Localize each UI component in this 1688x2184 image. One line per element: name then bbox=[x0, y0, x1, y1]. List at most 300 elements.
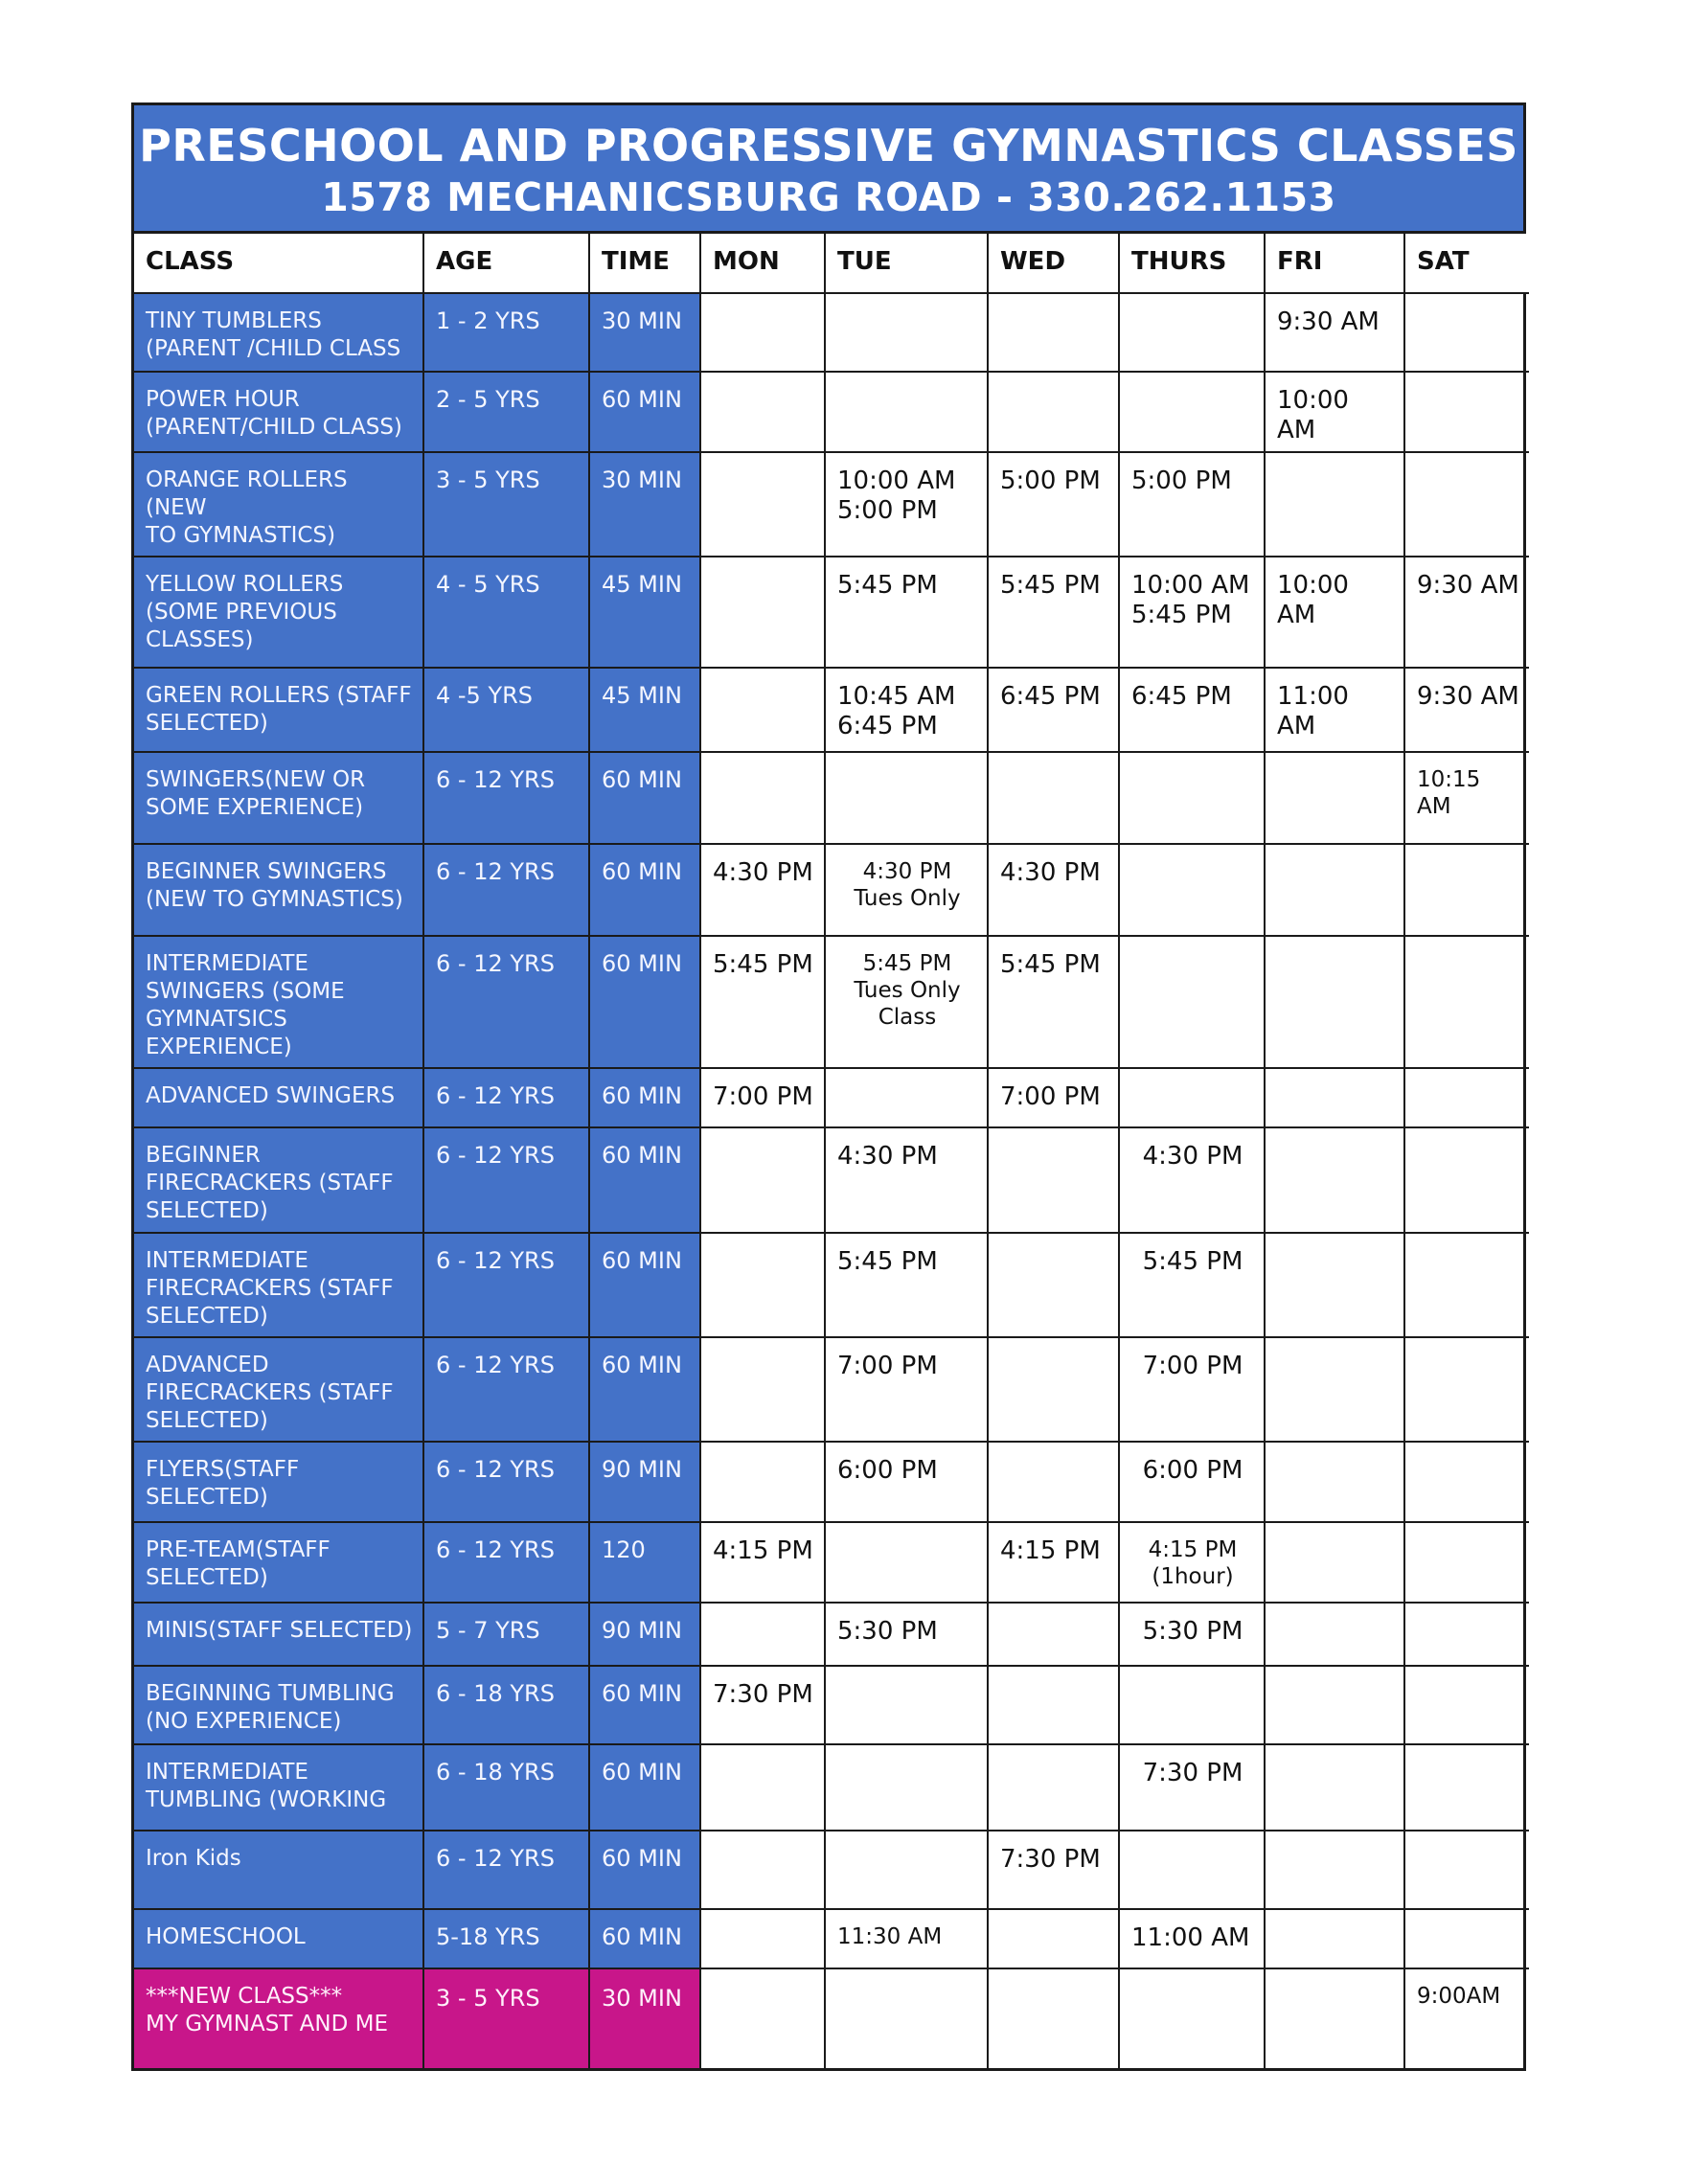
time-cell-wed bbox=[988, 1337, 1119, 1442]
time-cell-mon bbox=[700, 1968, 825, 2068]
duration-cell-text: 30 MIN bbox=[602, 307, 682, 334]
age-cell-text: 6 - 12 YRS bbox=[436, 1845, 555, 1872]
age-cell bbox=[423, 1233, 589, 1337]
class-name-cell bbox=[134, 668, 423, 752]
time-cell-fri bbox=[1265, 1068, 1404, 1127]
time-cell-fri bbox=[1265, 1603, 1404, 1666]
duration-cell bbox=[589, 1522, 700, 1603]
duration-cell bbox=[589, 1233, 700, 1337]
time-cell-tue bbox=[825, 1442, 988, 1522]
table-row bbox=[134, 1968, 1529, 2068]
time-cell-wed-text: 7:30 PM bbox=[1000, 1845, 1101, 1874]
time-cell-sat bbox=[1404, 1603, 1529, 1666]
time-cell-wed bbox=[988, 752, 1119, 844]
time-cell-wed bbox=[988, 1068, 1119, 1127]
time-cell-sat bbox=[1404, 452, 1529, 557]
duration-cell bbox=[589, 936, 700, 1068]
time-cell-mon bbox=[700, 1831, 825, 1909]
age-cell bbox=[423, 1909, 589, 1968]
time-cell-tue bbox=[825, 1968, 988, 2068]
age-cell bbox=[423, 1522, 589, 1603]
time-cell-tue bbox=[825, 844, 988, 936]
time-cell-fri bbox=[1265, 752, 1404, 844]
time-cell-thurs bbox=[1119, 452, 1265, 557]
time-cell-tue bbox=[825, 1127, 988, 1233]
time-cell-mon bbox=[700, 668, 825, 752]
class-name-cell-text: FLYERS(STAFF SELECTED) bbox=[146, 1457, 300, 1510]
time-cell-wed-text: 4:15 PM bbox=[1000, 1536, 1101, 1565]
column-header-fri: FRI bbox=[1265, 234, 1404, 293]
time-cell-thurs bbox=[1119, 293, 1265, 372]
time-cell-sat bbox=[1404, 1068, 1529, 1127]
duration-cell bbox=[589, 1831, 700, 1909]
time-cell-fri-text: 9:30 AM bbox=[1277, 307, 1380, 336]
time-cell-tue bbox=[825, 1522, 988, 1603]
age-cell bbox=[423, 1968, 589, 2068]
time-cell-wed bbox=[988, 1442, 1119, 1522]
class-name-cell bbox=[134, 372, 423, 452]
class-name-cell-text: ADVANCED SWINGERS bbox=[146, 1083, 396, 1108]
table-row bbox=[134, 1744, 1529, 1831]
time-cell-thurs bbox=[1119, 1666, 1265, 1744]
age-cell bbox=[423, 1744, 589, 1831]
table-row bbox=[134, 1127, 1529, 1233]
table-row bbox=[134, 1831, 1529, 1909]
time-cell-mon bbox=[700, 1068, 825, 1127]
time-cell-tue-text: 10:00 AM 5:00 PM bbox=[837, 466, 956, 525]
duration-cell-text: 60 MIN bbox=[602, 1142, 682, 1169]
age-cell-text: 3 - 5 YRS bbox=[436, 1985, 540, 2012]
duration-cell-text: 45 MIN bbox=[602, 571, 682, 598]
class-name-cell bbox=[134, 1831, 423, 1909]
class-name-cell-text: YELLOW ROLLERS (SOME PREVIOUS CLASSES) bbox=[146, 572, 344, 652]
time-cell-fri bbox=[1265, 668, 1404, 752]
time-cell-mon bbox=[700, 452, 825, 557]
time-cell-fri bbox=[1265, 372, 1404, 452]
table-row bbox=[134, 1337, 1529, 1442]
table-row bbox=[134, 1233, 1529, 1337]
class-name-cell bbox=[134, 1968, 423, 2068]
class-name-cell bbox=[134, 1522, 423, 1603]
class-name-cell bbox=[134, 844, 423, 936]
class-name-cell bbox=[134, 1666, 423, 1744]
time-cell-mon bbox=[700, 1337, 825, 1442]
time-cell-wed bbox=[988, 1233, 1119, 1337]
time-cell-tue bbox=[825, 557, 988, 668]
table-row bbox=[134, 1909, 1529, 1968]
time-cell-mon-text: 7:00 PM bbox=[713, 1082, 813, 1111]
age-cell-text: 6 - 12 YRS bbox=[436, 950, 555, 977]
time-cell-thurs-text: 4:15 PM (1hour) bbox=[1148, 1537, 1238, 1589]
duration-cell bbox=[589, 372, 700, 452]
time-cell-wed-text: 4:30 PM bbox=[1000, 858, 1101, 887]
age-cell bbox=[423, 1442, 589, 1522]
time-cell-thurs-text: 11:00 AM bbox=[1131, 1923, 1250, 1952]
duration-cell bbox=[589, 668, 700, 752]
time-cell-sat-text: 9:30 AM bbox=[1417, 571, 1519, 600]
column-header-class: CLASS bbox=[134, 234, 423, 293]
time-cell-mon bbox=[700, 936, 825, 1068]
time-cell-tue-text: 4:30 PM bbox=[837, 1142, 938, 1171]
time-cell-thurs bbox=[1119, 1337, 1265, 1442]
time-cell-wed bbox=[988, 372, 1119, 452]
duration-cell-text: 60 MIN bbox=[602, 1082, 682, 1109]
time-cell-thurs bbox=[1119, 1603, 1265, 1666]
time-cell-tue bbox=[825, 372, 988, 452]
time-cell-tue bbox=[825, 1068, 988, 1127]
age-cell-text: 6 - 18 YRS bbox=[436, 1759, 555, 1786]
time-cell-tue-text: 7:00 PM bbox=[837, 1352, 938, 1380]
class-name-cell-text: GREEN ROLLERS (STAFF SELECTED) bbox=[146, 683, 412, 736]
time-cell-thurs-text: 6:45 PM bbox=[1131, 682, 1232, 711]
time-cell-tue bbox=[825, 936, 988, 1068]
page-title: PRESCHOOL AND PROGRESSIVE GYMNASTICS CLASSES bbox=[139, 120, 1518, 171]
class-name-cell bbox=[134, 1744, 423, 1831]
class-name-cell bbox=[134, 557, 423, 668]
time-cell-fri bbox=[1265, 1233, 1404, 1337]
time-cell-fri bbox=[1265, 1831, 1404, 1909]
time-cell-thurs-text: 6:00 PM bbox=[1142, 1456, 1243, 1485]
duration-cell-text: 60 MIN bbox=[602, 1845, 682, 1872]
time-cell-mon-text: 7:30 PM bbox=[713, 1680, 813, 1709]
time-cell-wed bbox=[988, 1666, 1119, 1744]
age-cell-text: 2 - 5 YRS bbox=[436, 386, 540, 413]
time-cell-wed bbox=[988, 1603, 1119, 1666]
time-cell-mon bbox=[700, 1522, 825, 1603]
time-cell-fri bbox=[1265, 1909, 1404, 1968]
table-row bbox=[134, 1442, 1529, 1522]
table-row bbox=[134, 668, 1529, 752]
class-name-cell bbox=[134, 752, 423, 844]
time-cell-mon bbox=[700, 1666, 825, 1744]
time-cell-wed bbox=[988, 1744, 1119, 1831]
duration-cell bbox=[589, 1337, 700, 1442]
time-cell-thurs bbox=[1119, 1968, 1265, 2068]
duration-cell-text: 60 MIN bbox=[602, 1923, 682, 1950]
age-cell-text: 6 - 12 YRS bbox=[436, 1247, 555, 1274]
class-name-cell bbox=[134, 1909, 423, 1968]
time-cell-thurs bbox=[1119, 1068, 1265, 1127]
time-cell-thurs bbox=[1119, 1831, 1265, 1909]
duration-cell bbox=[589, 1603, 700, 1666]
time-cell-mon bbox=[700, 293, 825, 372]
time-cell-thurs bbox=[1119, 668, 1265, 752]
time-cell-sat bbox=[1404, 844, 1529, 936]
time-cell-sat bbox=[1404, 293, 1529, 372]
age-cell-text: 6 - 12 YRS bbox=[436, 858, 555, 885]
time-cell-wed-text: 5:45 PM bbox=[1000, 571, 1101, 600]
time-cell-thurs bbox=[1119, 1744, 1265, 1831]
time-cell-tue bbox=[825, 1337, 988, 1442]
duration-cell bbox=[589, 752, 700, 844]
time-cell-wed bbox=[988, 1831, 1119, 1909]
time-cell-fri bbox=[1265, 936, 1404, 1068]
column-header-thurs: THURS bbox=[1119, 234, 1265, 293]
time-cell-sat bbox=[1404, 557, 1529, 668]
duration-cell bbox=[589, 452, 700, 557]
duration-cell bbox=[589, 844, 700, 936]
time-cell-sat bbox=[1404, 668, 1529, 752]
time-cell-wed bbox=[988, 936, 1119, 1068]
time-cell-tue-text: 5:45 PM Tues Only Class bbox=[854, 951, 961, 1030]
age-cell-text: 6 - 12 YRS bbox=[436, 766, 555, 793]
time-cell-fri-text: 10:00 AM bbox=[1277, 571, 1349, 629]
class-name-cell-text: ADVANCED FIRECRACKERS (STAFF SELECTED) bbox=[146, 1353, 394, 1433]
time-cell-tue bbox=[825, 752, 988, 844]
time-cell-tue-text: 5:45 PM bbox=[837, 571, 938, 600]
class-name-cell bbox=[134, 452, 423, 557]
duration-cell-text: 90 MIN bbox=[602, 1456, 682, 1483]
class-name-cell bbox=[134, 936, 423, 1068]
time-cell-tue-text: 5:30 PM bbox=[837, 1617, 938, 1646]
time-cell-tue bbox=[825, 1744, 988, 1831]
time-cell-tue bbox=[825, 1603, 988, 1666]
duration-cell-text: 120 bbox=[602, 1536, 646, 1563]
time-cell-tue-text: 5:45 PM bbox=[837, 1247, 938, 1276]
time-cell-wed bbox=[988, 844, 1119, 936]
class-name-cell-text: INTERMEDIATE FIRECRACKERS (STAFF SELECTED) bbox=[146, 1248, 394, 1329]
duration-cell bbox=[589, 1442, 700, 1522]
time-cell-sat bbox=[1404, 936, 1529, 1068]
class-name-cell-text: Iron Kids bbox=[146, 1846, 241, 1871]
time-cell-fri bbox=[1265, 557, 1404, 668]
time-cell-thurs-text: 7:00 PM bbox=[1142, 1352, 1243, 1380]
time-cell-tue bbox=[825, 1666, 988, 1744]
class-name-cell-text: BEGINNER SWINGERS (NEW TO GYMNASTICS) bbox=[146, 859, 403, 912]
time-cell-thurs-text: 5:00 PM bbox=[1131, 466, 1232, 495]
time-cell-fri-text: 11:00 AM bbox=[1277, 682, 1349, 740]
duration-cell bbox=[589, 1666, 700, 1744]
time-cell-thurs-text: 10:00 AM 5:45 PM bbox=[1131, 571, 1250, 629]
column-header-wed: WED bbox=[988, 234, 1119, 293]
time-cell-sat-text: 9:00AM bbox=[1417, 1984, 1501, 2009]
time-cell-fri bbox=[1265, 293, 1404, 372]
class-name-cell-text: ORANGE ROLLERS (NEW TO GYMNASTICS) bbox=[146, 467, 348, 548]
age-cell bbox=[423, 1831, 589, 1909]
time-cell-thurs bbox=[1119, 1233, 1265, 1337]
class-name-cell bbox=[134, 293, 423, 372]
duration-cell-text: 60 MIN bbox=[602, 766, 682, 793]
age-cell-text: 6 - 12 YRS bbox=[436, 1142, 555, 1169]
class-name-cell bbox=[134, 1127, 423, 1233]
time-cell-wed bbox=[988, 1968, 1119, 2068]
time-cell-thurs bbox=[1119, 557, 1265, 668]
time-cell-tue bbox=[825, 1831, 988, 1909]
time-cell-mon-text: 4:15 PM bbox=[713, 1536, 813, 1565]
time-cell-sat bbox=[1404, 1442, 1529, 1522]
duration-cell bbox=[589, 1968, 700, 2068]
table-row bbox=[134, 1522, 1529, 1603]
time-cell-thurs bbox=[1119, 752, 1265, 844]
age-cell-text: 6 - 12 YRS bbox=[436, 1456, 555, 1483]
time-cell-thurs bbox=[1119, 1522, 1265, 1603]
age-cell-text: 1 - 2 YRS bbox=[436, 307, 540, 334]
time-cell-wed bbox=[988, 668, 1119, 752]
column-header-time: TIME bbox=[589, 234, 700, 293]
time-cell-thurs bbox=[1119, 1442, 1265, 1522]
time-cell-thurs-text: 7:30 PM bbox=[1142, 1759, 1243, 1787]
table-row bbox=[134, 557, 1529, 668]
schedule-table bbox=[134, 234, 1529, 2068]
age-cell bbox=[423, 1666, 589, 1744]
age-cell bbox=[423, 668, 589, 752]
table-row bbox=[134, 1603, 1529, 1666]
header-row bbox=[134, 234, 1529, 293]
time-cell-sat bbox=[1404, 752, 1529, 844]
class-name-cell-text: TINY TUMBLERS (PARENT /CHILD CLASS bbox=[146, 308, 401, 361]
age-cell bbox=[423, 293, 589, 372]
time-cell-thurs bbox=[1119, 1909, 1265, 1968]
class-name-cell-text: SWINGERS(NEW OR SOME EXPERIENCE) bbox=[146, 767, 366, 820]
age-cell bbox=[423, 844, 589, 936]
time-cell-fri bbox=[1265, 1744, 1404, 1831]
age-cell-text: 3 - 5 YRS bbox=[436, 466, 540, 493]
table-row bbox=[134, 452, 1529, 557]
time-cell-thurs bbox=[1119, 372, 1265, 452]
age-cell-text: 6 - 12 YRS bbox=[436, 1352, 555, 1378]
class-name-cell bbox=[134, 1337, 423, 1442]
time-cell-mon bbox=[700, 1744, 825, 1831]
duration-cell-text: 60 MIN bbox=[602, 1247, 682, 1274]
time-cell-mon bbox=[700, 1442, 825, 1522]
duration-cell-text: 90 MIN bbox=[602, 1617, 682, 1644]
time-cell-tue-text: 4:30 PM Tues Only bbox=[854, 859, 961, 911]
duration-cell bbox=[589, 1068, 700, 1127]
table-row bbox=[134, 1068, 1529, 1127]
time-cell-mon bbox=[700, 1603, 825, 1666]
age-cell bbox=[423, 1337, 589, 1442]
duration-cell-text: 30 MIN bbox=[602, 466, 682, 493]
schedule-sheet bbox=[131, 102, 1526, 2071]
time-cell-tue bbox=[825, 668, 988, 752]
duration-cell-text: 60 MIN bbox=[602, 858, 682, 885]
time-cell-wed-text: 5:00 PM bbox=[1000, 466, 1101, 495]
time-cell-thurs bbox=[1119, 844, 1265, 936]
time-cell-thurs-text: 5:30 PM bbox=[1142, 1617, 1243, 1646]
class-name-cell-text: BEGINNING TUMBLING (NO EXPERIENCE) bbox=[146, 1681, 395, 1734]
time-cell-mon bbox=[700, 1909, 825, 1968]
time-cell-thurs bbox=[1119, 936, 1265, 1068]
time-cell-tue bbox=[825, 1909, 988, 1968]
duration-cell bbox=[589, 1909, 700, 1968]
time-cell-sat bbox=[1404, 1909, 1529, 1968]
time-cell-fri bbox=[1265, 1442, 1404, 1522]
column-header-tue: TUE bbox=[825, 234, 988, 293]
time-cell-sat bbox=[1404, 1337, 1529, 1442]
class-name-cell bbox=[134, 1603, 423, 1666]
column-header-sat: SAT bbox=[1404, 234, 1529, 293]
time-cell-wed bbox=[988, 1522, 1119, 1603]
class-name-cell-text: MINIS(STAFF SELECTED) bbox=[146, 1618, 413, 1643]
time-cell-thurs-text: 5:45 PM bbox=[1142, 1247, 1243, 1276]
time-cell-wed-text: 7:00 PM bbox=[1000, 1082, 1101, 1111]
time-cell-wed-text: 6:45 PM bbox=[1000, 682, 1101, 711]
duration-cell bbox=[589, 1127, 700, 1233]
time-cell-mon bbox=[700, 1233, 825, 1337]
class-name-cell-text: INTERMEDIATE SWINGERS (SOME GYMNATSICS EXPERIENCE) bbox=[146, 951, 345, 1059]
class-name-cell-text: POWER HOUR (PARENT/CHILD CLASS) bbox=[146, 387, 402, 440]
time-cell-fri bbox=[1265, 1127, 1404, 1233]
duration-cell bbox=[589, 557, 700, 668]
page-subtitle: 1578 MECHANICSBURG ROAD - 330.262.1153 bbox=[321, 174, 1336, 220]
time-cell-sat bbox=[1404, 1744, 1529, 1831]
class-name-cell bbox=[134, 1233, 423, 1337]
age-cell bbox=[423, 1603, 589, 1666]
time-cell-fri bbox=[1265, 1968, 1404, 2068]
time-cell-sat bbox=[1404, 1522, 1529, 1603]
duration-cell bbox=[589, 1744, 700, 1831]
time-cell-mon bbox=[700, 844, 825, 936]
age-cell-text: 6 - 12 YRS bbox=[436, 1536, 555, 1563]
time-cell-fri bbox=[1265, 452, 1404, 557]
age-cell-text: 5 - 7 YRS bbox=[436, 1617, 540, 1644]
time-cell-fri bbox=[1265, 844, 1404, 936]
time-cell-sat bbox=[1404, 1968, 1529, 2068]
time-cell-wed bbox=[988, 293, 1119, 372]
time-cell-wed bbox=[988, 557, 1119, 668]
time-cell-thurs bbox=[1119, 1127, 1265, 1233]
time-cell-sat bbox=[1404, 1666, 1529, 1744]
age-cell bbox=[423, 1068, 589, 1127]
time-cell-tue-text: 10:45 AM 6:45 PM bbox=[837, 682, 956, 740]
table-row bbox=[134, 372, 1529, 452]
duration-cell bbox=[589, 293, 700, 372]
table-row bbox=[134, 844, 1529, 936]
age-cell bbox=[423, 936, 589, 1068]
duration-cell-text: 60 MIN bbox=[602, 1352, 682, 1378]
duration-cell-text: 60 MIN bbox=[602, 386, 682, 413]
title-banner bbox=[134, 105, 1523, 234]
age-cell bbox=[423, 372, 589, 452]
time-cell-tue-text: 11:30 AM bbox=[837, 1924, 943, 1949]
time-cell-sat bbox=[1404, 1127, 1529, 1233]
duration-cell-text: 45 MIN bbox=[602, 682, 682, 709]
time-cell-tue-text: 6:00 PM bbox=[837, 1456, 938, 1485]
column-header-age: AGE bbox=[423, 234, 589, 293]
class-name-cell bbox=[134, 1068, 423, 1127]
time-cell-wed bbox=[988, 1127, 1119, 1233]
age-cell-text: 6 - 18 YRS bbox=[436, 1680, 555, 1707]
time-cell-mon bbox=[700, 1127, 825, 1233]
time-cell-mon-text: 5:45 PM bbox=[713, 950, 813, 979]
time-cell-tue bbox=[825, 1233, 988, 1337]
age-cell bbox=[423, 557, 589, 668]
time-cell-fri-text: 10:00 AM bbox=[1277, 386, 1349, 444]
time-cell-mon bbox=[700, 372, 825, 452]
class-name-cell-text: ***NEW CLASS*** MY GYMNAST AND ME bbox=[146, 1984, 389, 2036]
time-cell-fri bbox=[1265, 1666, 1404, 1744]
time-cell-tue bbox=[825, 293, 988, 372]
table-row bbox=[134, 1666, 1529, 1744]
age-cell-text: 5-18 YRS bbox=[436, 1923, 540, 1950]
age-cell-text: 6 - 12 YRS bbox=[436, 1082, 555, 1109]
time-cell-sat-text: 9:30 AM bbox=[1417, 682, 1519, 711]
class-name-cell-text: INTERMEDIATE TUMBLING (WORKING bbox=[146, 1760, 387, 1812]
time-cell-fri bbox=[1265, 1522, 1404, 1603]
column-header-mon: MON bbox=[700, 234, 825, 293]
class-name-cell bbox=[134, 1442, 423, 1522]
class-name-cell-text: HOMESCHOOL bbox=[146, 1924, 306, 1949]
time-cell-sat bbox=[1404, 372, 1529, 452]
age-cell bbox=[423, 452, 589, 557]
age-cell bbox=[423, 752, 589, 844]
schedule-body bbox=[134, 293, 1529, 2068]
time-cell-sat bbox=[1404, 1831, 1529, 1909]
age-cell-text: 4 -5 YRS bbox=[436, 682, 534, 709]
time-cell-mon bbox=[700, 752, 825, 844]
time-cell-wed-text: 5:45 PM bbox=[1000, 950, 1101, 979]
time-cell-fri bbox=[1265, 1337, 1404, 1442]
